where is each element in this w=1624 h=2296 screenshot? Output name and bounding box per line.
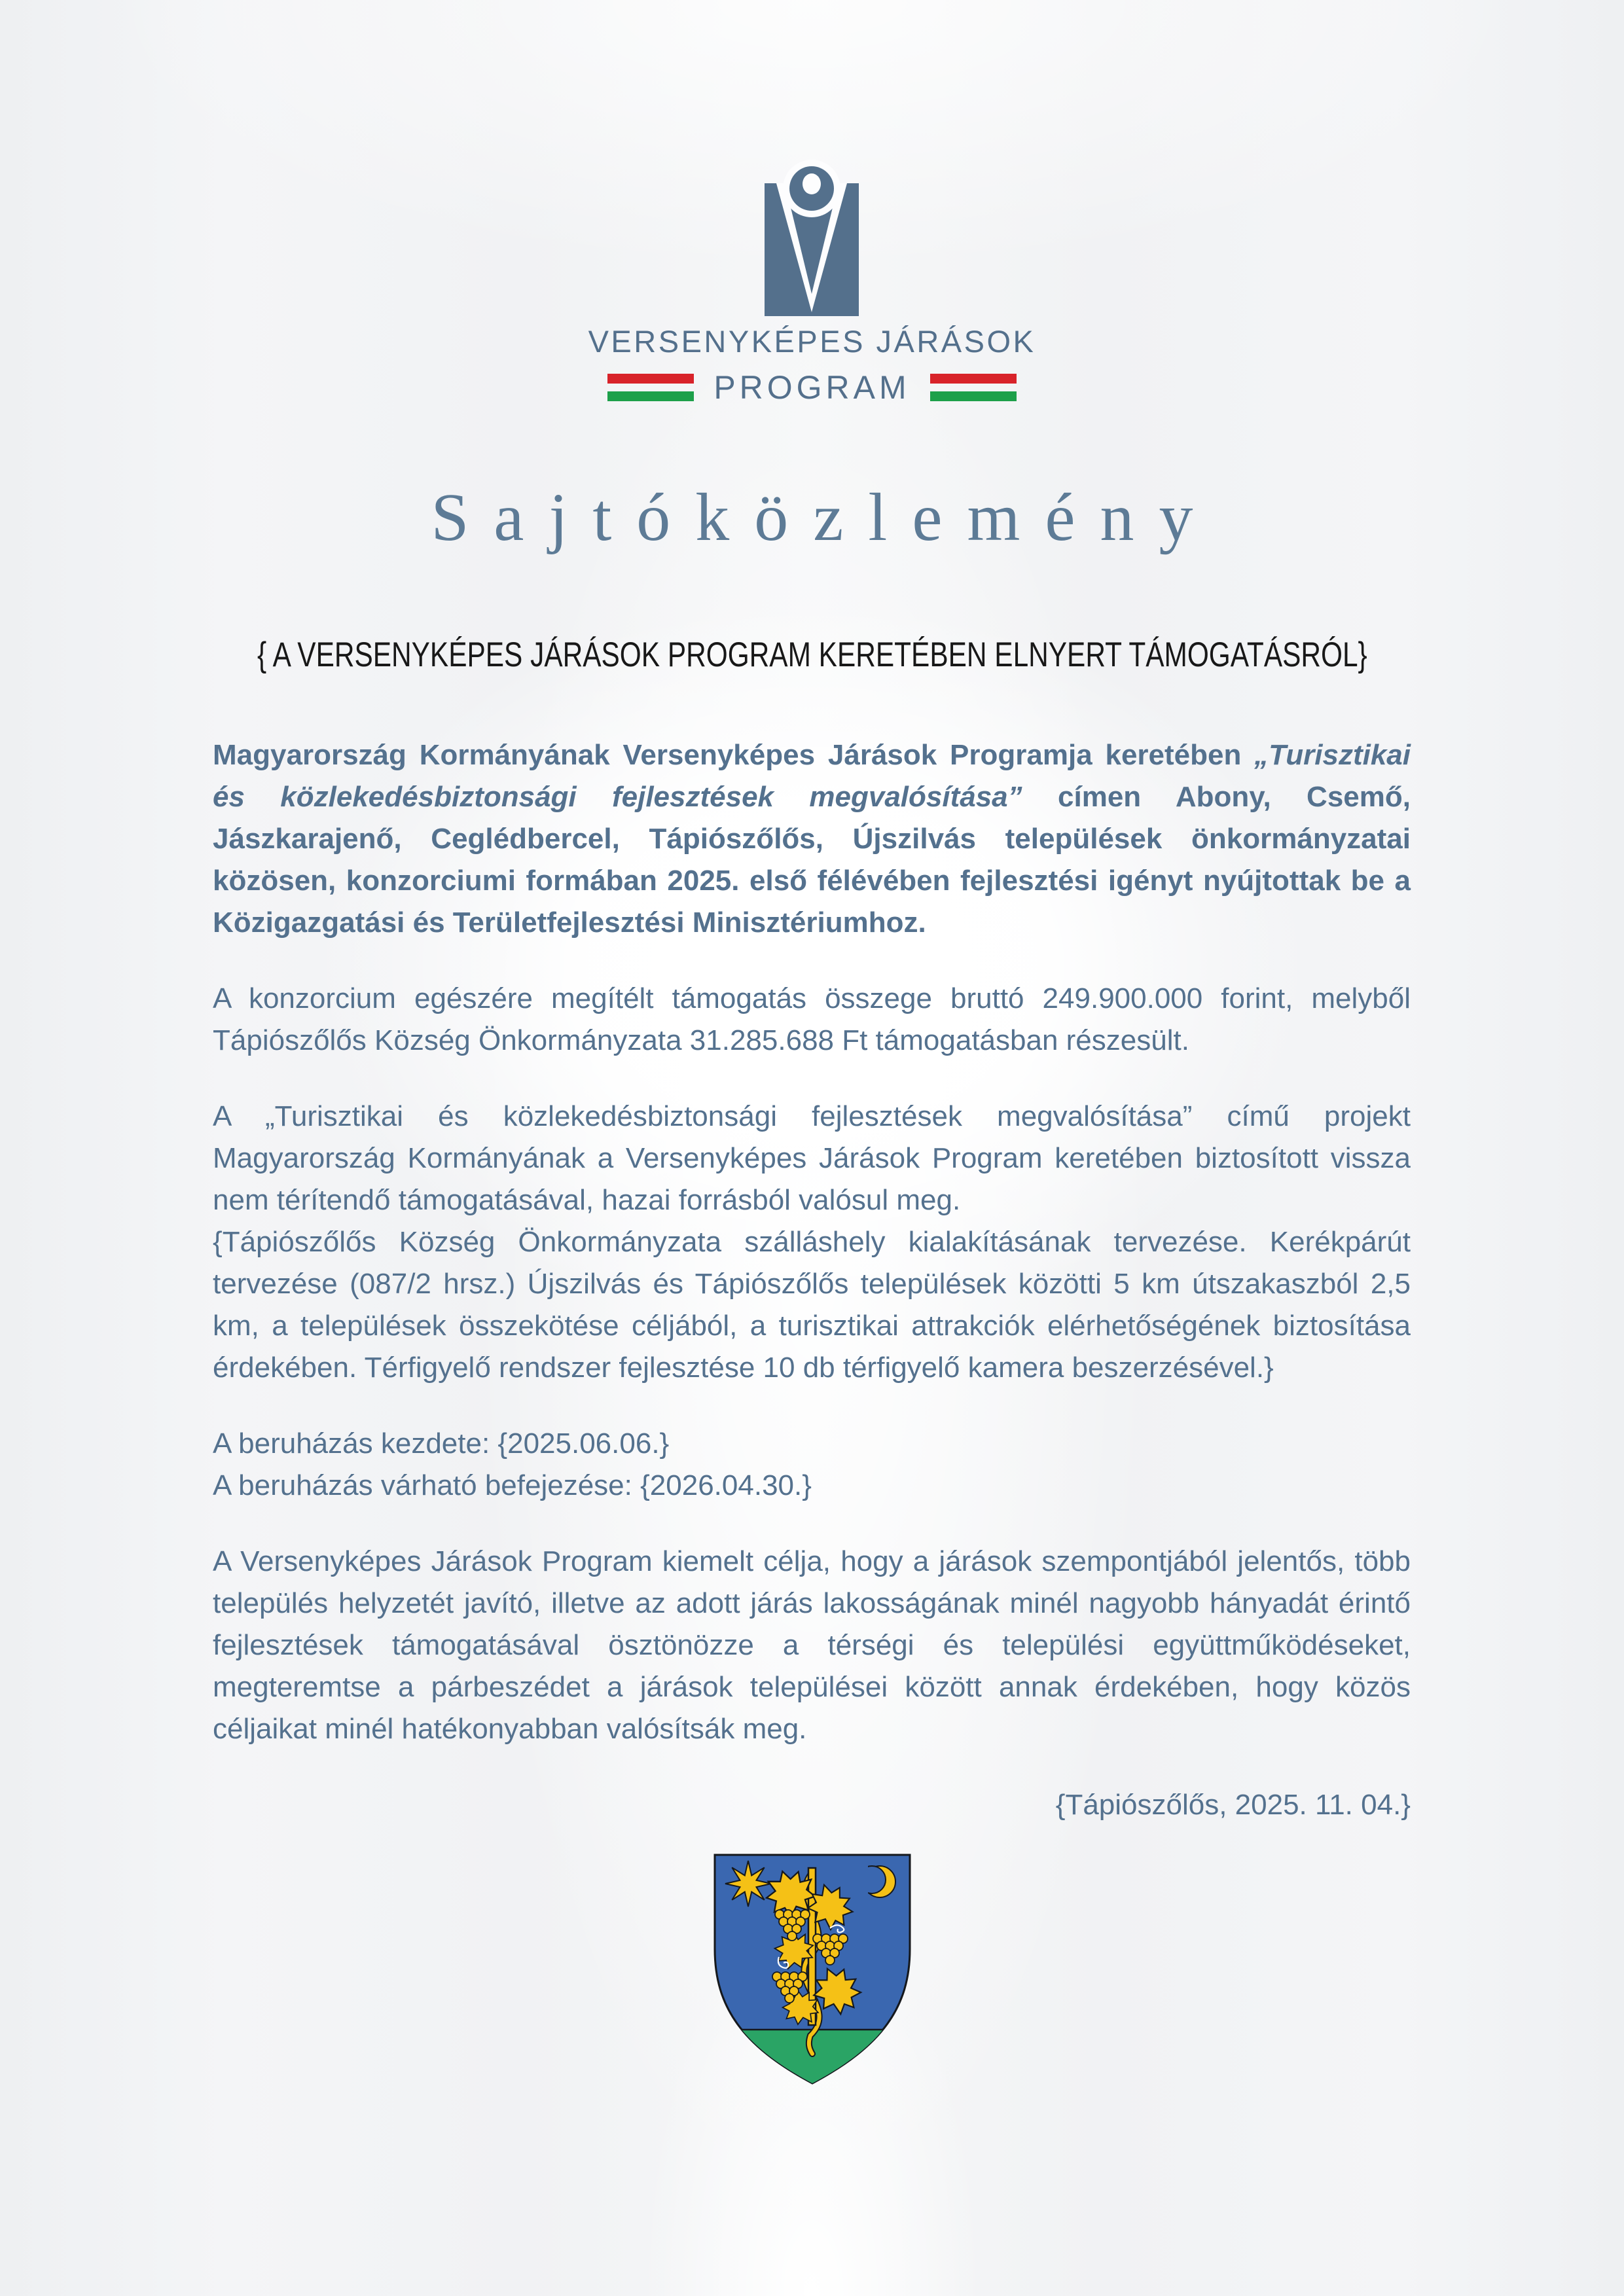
paragraph-grant-amount: A konzorcium egészére megítélt támogatás összege bruttó 249.900.000 forint, melyből Tápiószőlős Község Önkormányzata 31.285.688 Ft támogatásban részesült. bbox=[213, 982, 1411, 1056]
crescent-moon-icon bbox=[856, 1863, 895, 1900]
paragraph-project-details: {Tápiószőlős Község Önkormányzata szálláshely kialakításának tervezése. Kerékpárút tervezése (087/2 hrsz.) Újszilvás és Tápiószőlős települések közötti 5 km útszakaszból 2,5 km, a települések összekötése céljából, a turisztikai attrakciók elérhetőségének biztosítása érdekében. Térfigyelő rendszer fejlesztése 10 db térfigyelő kamera beszerzésével.} bbox=[213, 1226, 1411, 1384]
end-date-line: A beruházás várható befejezése: {2026.04.30.} bbox=[213, 1469, 812, 1501]
flag-green-stripe bbox=[607, 391, 694, 401]
paragraph-lead bbox=[213, 734, 1411, 944]
logo-program-name: VERSENYKÉPES JÁRÁSOK bbox=[588, 324, 1036, 359]
paragraph-lead-project-title: „Turisztikai és közlekedésbiztonsági fejlesztések megvalósítása” bbox=[213, 739, 1411, 813]
page-subtitle bbox=[0, 636, 1624, 674]
coat-of-arms-shield-icon bbox=[711, 1852, 914, 2086]
press-release-body bbox=[213, 734, 1411, 1860]
paragraph-lead-suffix: címen Abony, Csemő, Jászkarajenő, Ceglédbercel, Tápiószőlős, Újszilvás települések önkormányzatai közösen, konzorciumi formában 2025. első félévében fejlesztési igényt nyújtottak be a Közigazgatási és Területfejlesztési Minisztériumhoz. bbox=[213, 781, 1411, 939]
flag-red-stripe bbox=[607, 374, 694, 384]
paragraph-project-funding: A „Turisztikai és közlekedésbiztonsági fejlesztések megvalósítása” című projekt Magyarország Kormányának a Versenyképes Járások Program keretében biztosított vissza nem térítendő támogatásával, hazai forrásból valósul meg. bbox=[213, 1100, 1411, 1216]
paragraph-lead-prefix: Magyarország Kormányának Versenyképes Járások Programja keretében bbox=[213, 739, 1255, 771]
coat-of-arms bbox=[0, 1852, 1624, 2089]
paragraph-program-goal: A Versenyképes Járások Program kiemelt célja, hogy a járások szempontjából jelentős, több település helyzetét javító, illetve az adott járás lakosságának minél nagyobb hányadát érintő fejlesztések támogatásával ösztönözze a térségi és települési együttműködéseket, megteremtse a párbeszédet a járások települései között annak érdekében, hogy közös céljaikat minél hatékonyabban valósítsák meg. bbox=[213, 1545, 1411, 1745]
logo-program-word: PROGRAM bbox=[713, 369, 911, 406]
flag-green-stripe bbox=[930, 391, 1017, 401]
hungarian-flag-stripes-left-icon bbox=[607, 374, 694, 401]
page-title: Sajtóközlemény bbox=[431, 480, 1218, 555]
flag-red-stripe bbox=[930, 374, 1017, 384]
hungarian-flag-stripes-right-icon bbox=[930, 374, 1017, 401]
logo-program-row bbox=[0, 364, 1624, 411]
start-date-line: A beruházás kezdete: {2025.06.06.} bbox=[213, 1427, 670, 1460]
place-date-line: {Tápiószőlős, 2025. 11. 04.} bbox=[1055, 1789, 1411, 1821]
page-subtitle-text: { A VERSENYKÉPES JÁRÁSOK PROGRAM KERETÉBEN ELNYERT TÁMOGATÁSRÓL} bbox=[257, 636, 1367, 674]
star-icon bbox=[725, 1861, 771, 1907]
location-pin-logo-icon bbox=[765, 159, 859, 316]
